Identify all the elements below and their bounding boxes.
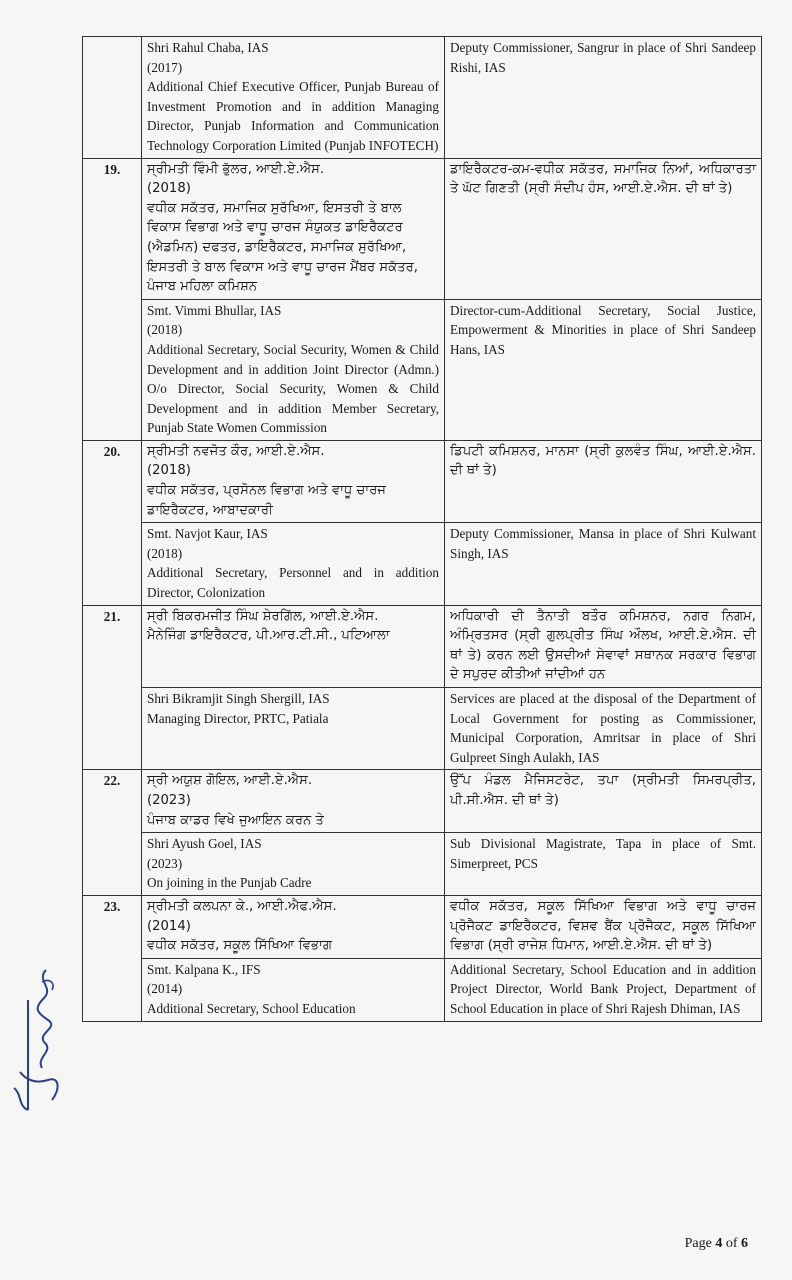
officer-cell-punjabi	[142, 770, 445, 833]
officer-cell-punjabi	[142, 605, 445, 687]
officer-current-post: ਵਧੀਕ ਸਕੱਤਰ, ਸਮਾਜਿਕ ਸੁਰੱਖਿਆ, ਇਸਤਰੀ ਤੇ ਬਾਲ ਵਿਕਾਸ ਵਿਭਾਗ ਅਤੇ ਵਾਧੂ ਚਾਰਜ ਸੰਯੁਕਤ ਡਾਇਰੈਕਟਰ (ਐਡਮਿਨ) ਦਫਤਰ, ਡਾਇਰੈਕਟਰ, ਸਮਾਜਿਕ ਸੁਰੱਖਿਆ, ਇਸਤਰੀ ਤੇ ਬਾਲ ਵਿਕਾਸ ਅਤੇ ਵਾਧੂ ਚਾਰਜ ਮੈਂਬਰ ਸਕੱਤਰ, ਪੰਜਾਬ ਮਹਿਲਾ ਕਮਿਸ਼ਨ	[147, 200, 418, 295]
officer-current-post: Additional Secretary, Personnel and in addition Director, Colonization	[147, 565, 439, 601]
officer-batch: (2018)	[147, 322, 183, 338]
page-current: 4	[715, 1236, 723, 1251]
posting-cell-punjabi: ਡਿਪਟੀ ਕਮਿਸ਼ਨਰ, ਮਾਨਸਾ (ਸ੍ਰੀ ਕੁਲਵੰਤ ਸਿੰਘ, ਆਈ.ਏ.ਐਸ. ਦੀ ਥਾਂ ਤੇ)	[445, 440, 762, 522]
row-number: 19.	[83, 158, 142, 440]
officer-current-post: ਵਧੀਕ ਸਕੱਤਰ, ਪ੍ਰਸੋਨਲ ਵਿਭਾਗ ਅਤੇ ਵਾਧੂ ਚਾਰਜ ਡਾਇਰੈਕਟਰ, ਆਬਾਦਕਾਰੀ	[147, 483, 386, 518]
officer-name: Shri Rahul Chaba, IAS	[147, 40, 269, 55]
posting-cell-english: Sub Divisional Magistrate, Tapa in place of Smt. Simerpreet, PCS	[445, 833, 762, 896]
officer-name: ਸ੍ਰੀਮਤੀ ਵਿੰਮੀ ਭੁੱਲਰ, ਆਈ.ਏ.ਐਸ.	[147, 161, 325, 177]
posting-cell-punjabi: ਡਾਇਰੈਕਟਰ-ਕਮ-ਵਧੀਕ ਸਕੱਤਰ, ਸਮਾਜਿਕ ਨਿਆਂ, ਅਧਿਕਾਰਤਾ ਤੇ ਘੱਟ ਗਿਣਤੀ (ਸ੍ਰੀ ਸੰਦੀਪ ਹੰਸ, ਆਈ.ਏ.ਐਸ. ਦੀ ਥਾਂ ਤੇ)	[445, 158, 762, 299]
posting-cell-english: Services are placed at the disposal of the Department of Local Government for posting as Commissioner, Municipal Corporation, Amritsar in place of Shri Gulpreet Singh Aulakh, IAS	[445, 688, 762, 770]
page-number	[685, 1236, 748, 1252]
table-row	[83, 688, 762, 770]
page-total: 6	[741, 1236, 748, 1251]
officer-name: Shri Ayush Goel, IAS	[147, 836, 262, 852]
table-row	[83, 299, 762, 440]
row-number: 23.	[83, 895, 142, 1021]
officer-batch: (2018)	[147, 181, 191, 197]
officer-batch: (2018)	[147, 463, 191, 479]
officer-batch: (2023)	[147, 792, 191, 808]
posting-cell-english: Deputy Commissioner, Mansa in place of Shri Kulwant Singh, IAS	[445, 523, 762, 605]
row-number: 21.	[83, 605, 142, 770]
officer-batch: (2023)	[147, 855, 183, 871]
officer-cell-punjabi	[142, 158, 445, 299]
table-row	[83, 833, 762, 896]
posting-cell-english: Deputy Commissioner, Sangrur in place of Shri Sandeep Rishi, IAS	[445, 37, 762, 159]
table-row	[83, 605, 762, 687]
officer-batch: (2014)	[147, 918, 191, 934]
officer-current-post: ਪੰਜਾਬ ਕਾਡਰ ਵਿਖੇ ਜੁਆਇਨ ਕਰਨ ਤੇ	[147, 812, 324, 828]
row-number: 20.	[83, 440, 142, 605]
officer-current-post: Additional Secretary, School Education	[147, 1000, 356, 1016]
posting-cell-punjabi: ਵਧੀਕ ਸਕੱਤਰ, ਸਕੂਲ ਸਿੱਖਿਆ ਵਿਭਾਗ ਅਤੇ ਵਾਧੂ ਚਾਰਜ ਪ੍ਰੋਜੈਕਟ ਡਾਇਰੈਕਟਰ, ਵਿਸ਼ਵ ਬੈਂਕ ਪ੍ਰੋਜੈਕਟ, ਸਕੂਲ ਸਿੱਖਿਆ ਵਿਭਾਗ (ਸ੍ਰੀ ਰਾਜੇਸ਼ ਧਿਮਾਨ, ਆਈ.ਏ.ਐਸ. ਦੀ ਥਾਂ ਤੇ)	[445, 895, 762, 958]
officer-name: Smt. Kalpana K., IFS	[147, 961, 261, 977]
officer-name: ਸ੍ਰੀ ਅਯੁਸ਼ ਗੋਇਲ, ਆਈ.ਏ.ਐਸ.	[147, 773, 313, 789]
officer-current-post: On joining in the Punjab Cadre	[147, 875, 312, 891]
transfer-orders-table	[82, 36, 762, 1022]
officer-cell-english	[142, 299, 445, 440]
table-row	[83, 37, 762, 159]
officer-current-post: Managing Director, PRTC, Patiala	[147, 710, 329, 726]
officer-current-post: ਮੈਨੇਜਿੰਗ ਡਾਇਰੈਕਟਰ, ਪੀ.ਆਰ.ਟੀ.ਸੀ., ਪਟਿਆਲਾ	[147, 628, 390, 644]
officer-name: Smt. Vimmi Bhullar, IAS	[147, 302, 282, 318]
posting-cell-english: Director-cum-Additional Secretary, Social Justice, Empowerment & Minorities in place of Shri Sandeep Hans, IAS	[445, 299, 762, 440]
officer-cell-english	[142, 958, 445, 1021]
row-number: 22.	[83, 770, 142, 896]
officer-current-post: Additional Secretary, Social Security, Women & Child Development and in addition Joint Director (Admn.) O/o Director, Social Security, Women & Child Development and in addition Member Secretary, Punjab State Women Commission	[147, 341, 439, 436]
posting-cell-english: Additional Secretary, School Education and in addition Project Director, World Bank Project, Department of School Education in place of Shri Rajesh Dhiman, IAS	[445, 958, 762, 1021]
table-row	[83, 958, 762, 1021]
table-row	[83, 770, 762, 833]
table-row	[83, 523, 762, 605]
officer-cell-english	[142, 688, 445, 770]
table-row	[83, 158, 762, 299]
page-label: Page	[684, 1236, 712, 1251]
posting-cell-punjabi: ਅਧਿਕਾਰੀ ਦੀ ਤੈਨਾਤੀ ਬਤੌਰ ਕਮਿਸ਼ਨਰ, ਨਗਰ ਨਿਗਮ, ਅੰਮ੍ਰਿਤਸਰ (ਸ੍ਰੀ ਗੁਲਪ੍ਰੀਤ ਸਿੰਘ ਔਲਖ, ਆਈ.ਏ.ਐਸ. ਦੀ ਥਾਂ ਤੇ) ਕਰਨ ਲਈ ਉਸਦੀਆਂ ਸੇਵਾਵਾਂ ਸਥਾਨਕ ਸਰਕਾਰ ਵਿਭਾਗ ਦੇ ਸਪੁਰਦ ਕੀਤੀਆਂ ਜਾਂਦੀਆਂ ਹਨ	[445, 605, 762, 687]
page-of: of	[725, 1236, 738, 1251]
officer-cell-punjabi	[142, 440, 445, 522]
officer-cell-english	[142, 523, 445, 605]
officer-batch: (2014)	[147, 981, 183, 997]
officer-name: ਸ੍ਰੀ ਬਿਕਰਮਜੀਤ ਸਿੰਘ ਸ਼ੇਰਗਿੱਲ, ਆਈ.ਏ.ਐਸ.	[147, 608, 379, 624]
row-number	[83, 37, 142, 159]
officer-name: Smt. Navjot Kaur, IAS	[147, 526, 268, 542]
officer-batch: (2018)	[147, 545, 183, 561]
officer-current-post: Additional Chief Executive Officer, Punjab Bureau of Investment Promotion and in addition Managing Director, Punjab Information and Communication Technology Corporation Limited (Punjab INFOTECH)	[147, 79, 439, 153]
table-row	[83, 440, 762, 522]
officer-name: ਸ੍ਰੀਮਤੀ ਨਵਜੋਤ ਕੌਰ, ਆਈ.ਏ.ਐਸ.	[147, 443, 325, 459]
officer-batch: (2017)	[147, 59, 183, 75]
table-row	[83, 895, 762, 958]
officer-name: ਸ੍ਰੀਮਤੀ ਕਲਪਨਾ ਕੇ., ਆਈ.ਐਫ.ਐਸ.	[147, 898, 337, 914]
officer-cell-punjabi	[142, 895, 445, 958]
officer-cell-english	[142, 833, 445, 896]
officer-name: Shri Bikramjit Singh Shergill, IAS	[147, 691, 330, 706]
signature-mark	[6, 960, 68, 1120]
posting-cell-punjabi: ਉੱਪ ਮੰਡਲ ਮੈਜਿਸਟਰੇਟ, ਤਪਾ (ਸ੍ਰੀਮਤੀ ਸਿਮਰਪ੍ਰੀਤ, ਪੀ.ਸੀ.ਐਸ. ਦੀ ਥਾਂ ਤੇ)	[445, 770, 762, 833]
officer-cell-english	[142, 37, 445, 159]
officer-current-post: ਵਧੀਕ ਸਕੱਤਰ, ਸਕੂਲ ਸਿੱਖਿਆ ਵਿਭਾਗ	[147, 938, 333, 954]
